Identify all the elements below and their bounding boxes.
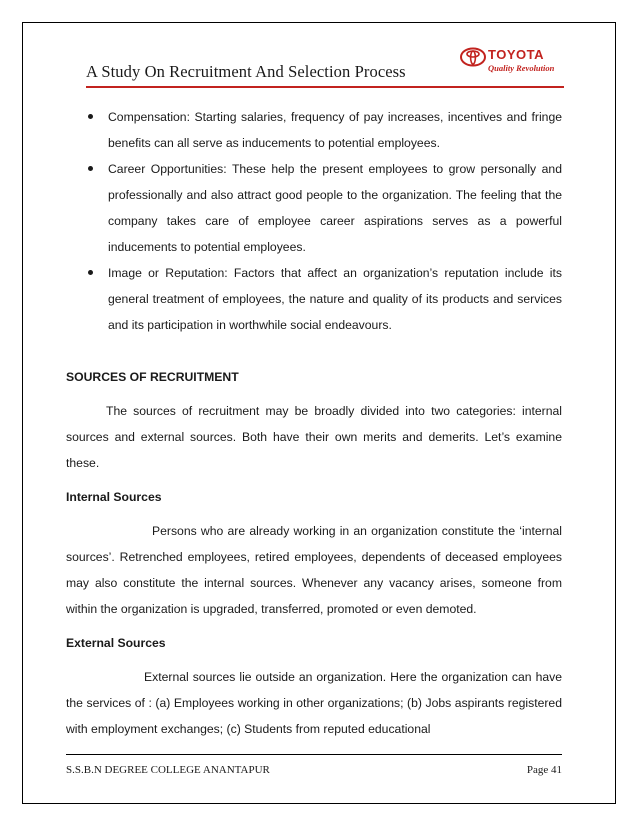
bullet-icon (88, 114, 93, 119)
section-heading-internal: Internal Sources (66, 490, 162, 504)
section-heading-external: External Sources (66, 636, 166, 650)
footer-college-name: S.S.B.N DEGREE COLLEGE ANANTAPUR (66, 764, 270, 776)
bullet-text: Image or Reputation: Factors that affect an organization’s reputation include its general treatment of employees, the nature and quality of its products and services and its participation in worthwhile social endeavours. (108, 266, 562, 332)
external-sources-paragraph: External sources lie outside an organization. Here the organization can have the services of : (a) Employees working in other organizations; (b) Jobs aspirants registered with employment exchanges; (c) Students from reputed educational (66, 670, 562, 736)
logo-brand-text: TOYOTA (488, 47, 544, 62)
sources-intro-paragraph: The sources of recruitment may be broadly divided into two categories: internal sources and external sources. Both have their own merits and demerits. Let’s examine these. (66, 404, 562, 470)
page-number: Page 41 (526, 764, 562, 776)
bullet-text: Career Opportunities: These help the present employees to grow personally and professionally and also attract good people to the organization. The feeling that the company takes care of employee career aspirations serves as a powerful inducements to potential employees. (108, 162, 562, 254)
list-item (66, 260, 562, 338)
document-title: A Study On Recruitment And Selection Process (86, 62, 406, 81)
toyota-emblem-icon (460, 47, 486, 67)
list-item (66, 156, 562, 260)
bullet-text: Compensation: Starting salaries, frequency of pay increases, incentives and fringe benefits can all serve as inducements to potential employees. (108, 110, 562, 150)
page-body (66, 104, 562, 742)
footer-rule (66, 754, 562, 755)
toyota-logo (460, 47, 570, 81)
page-header (86, 47, 568, 90)
logo-tagline: Quality Revolution (488, 63, 555, 73)
section-heading-sources: SOURCES OF RECRUITMENT (66, 370, 239, 384)
list-item (66, 104, 562, 156)
bullet-icon (88, 166, 93, 171)
bullet-icon (88, 270, 93, 275)
bullet-list (66, 104, 562, 338)
internal-sources-paragraph: Persons who are already working in an organization constitute the ‘internal sources’. Retrenched employees, retired employees, dependents of deceased employees may also constitute the internal sources. Whenever any vacancy arises, someone from within the organization is upgraded, transferred, promoted or even demoted. (66, 524, 562, 616)
header-rule (86, 86, 564, 88)
